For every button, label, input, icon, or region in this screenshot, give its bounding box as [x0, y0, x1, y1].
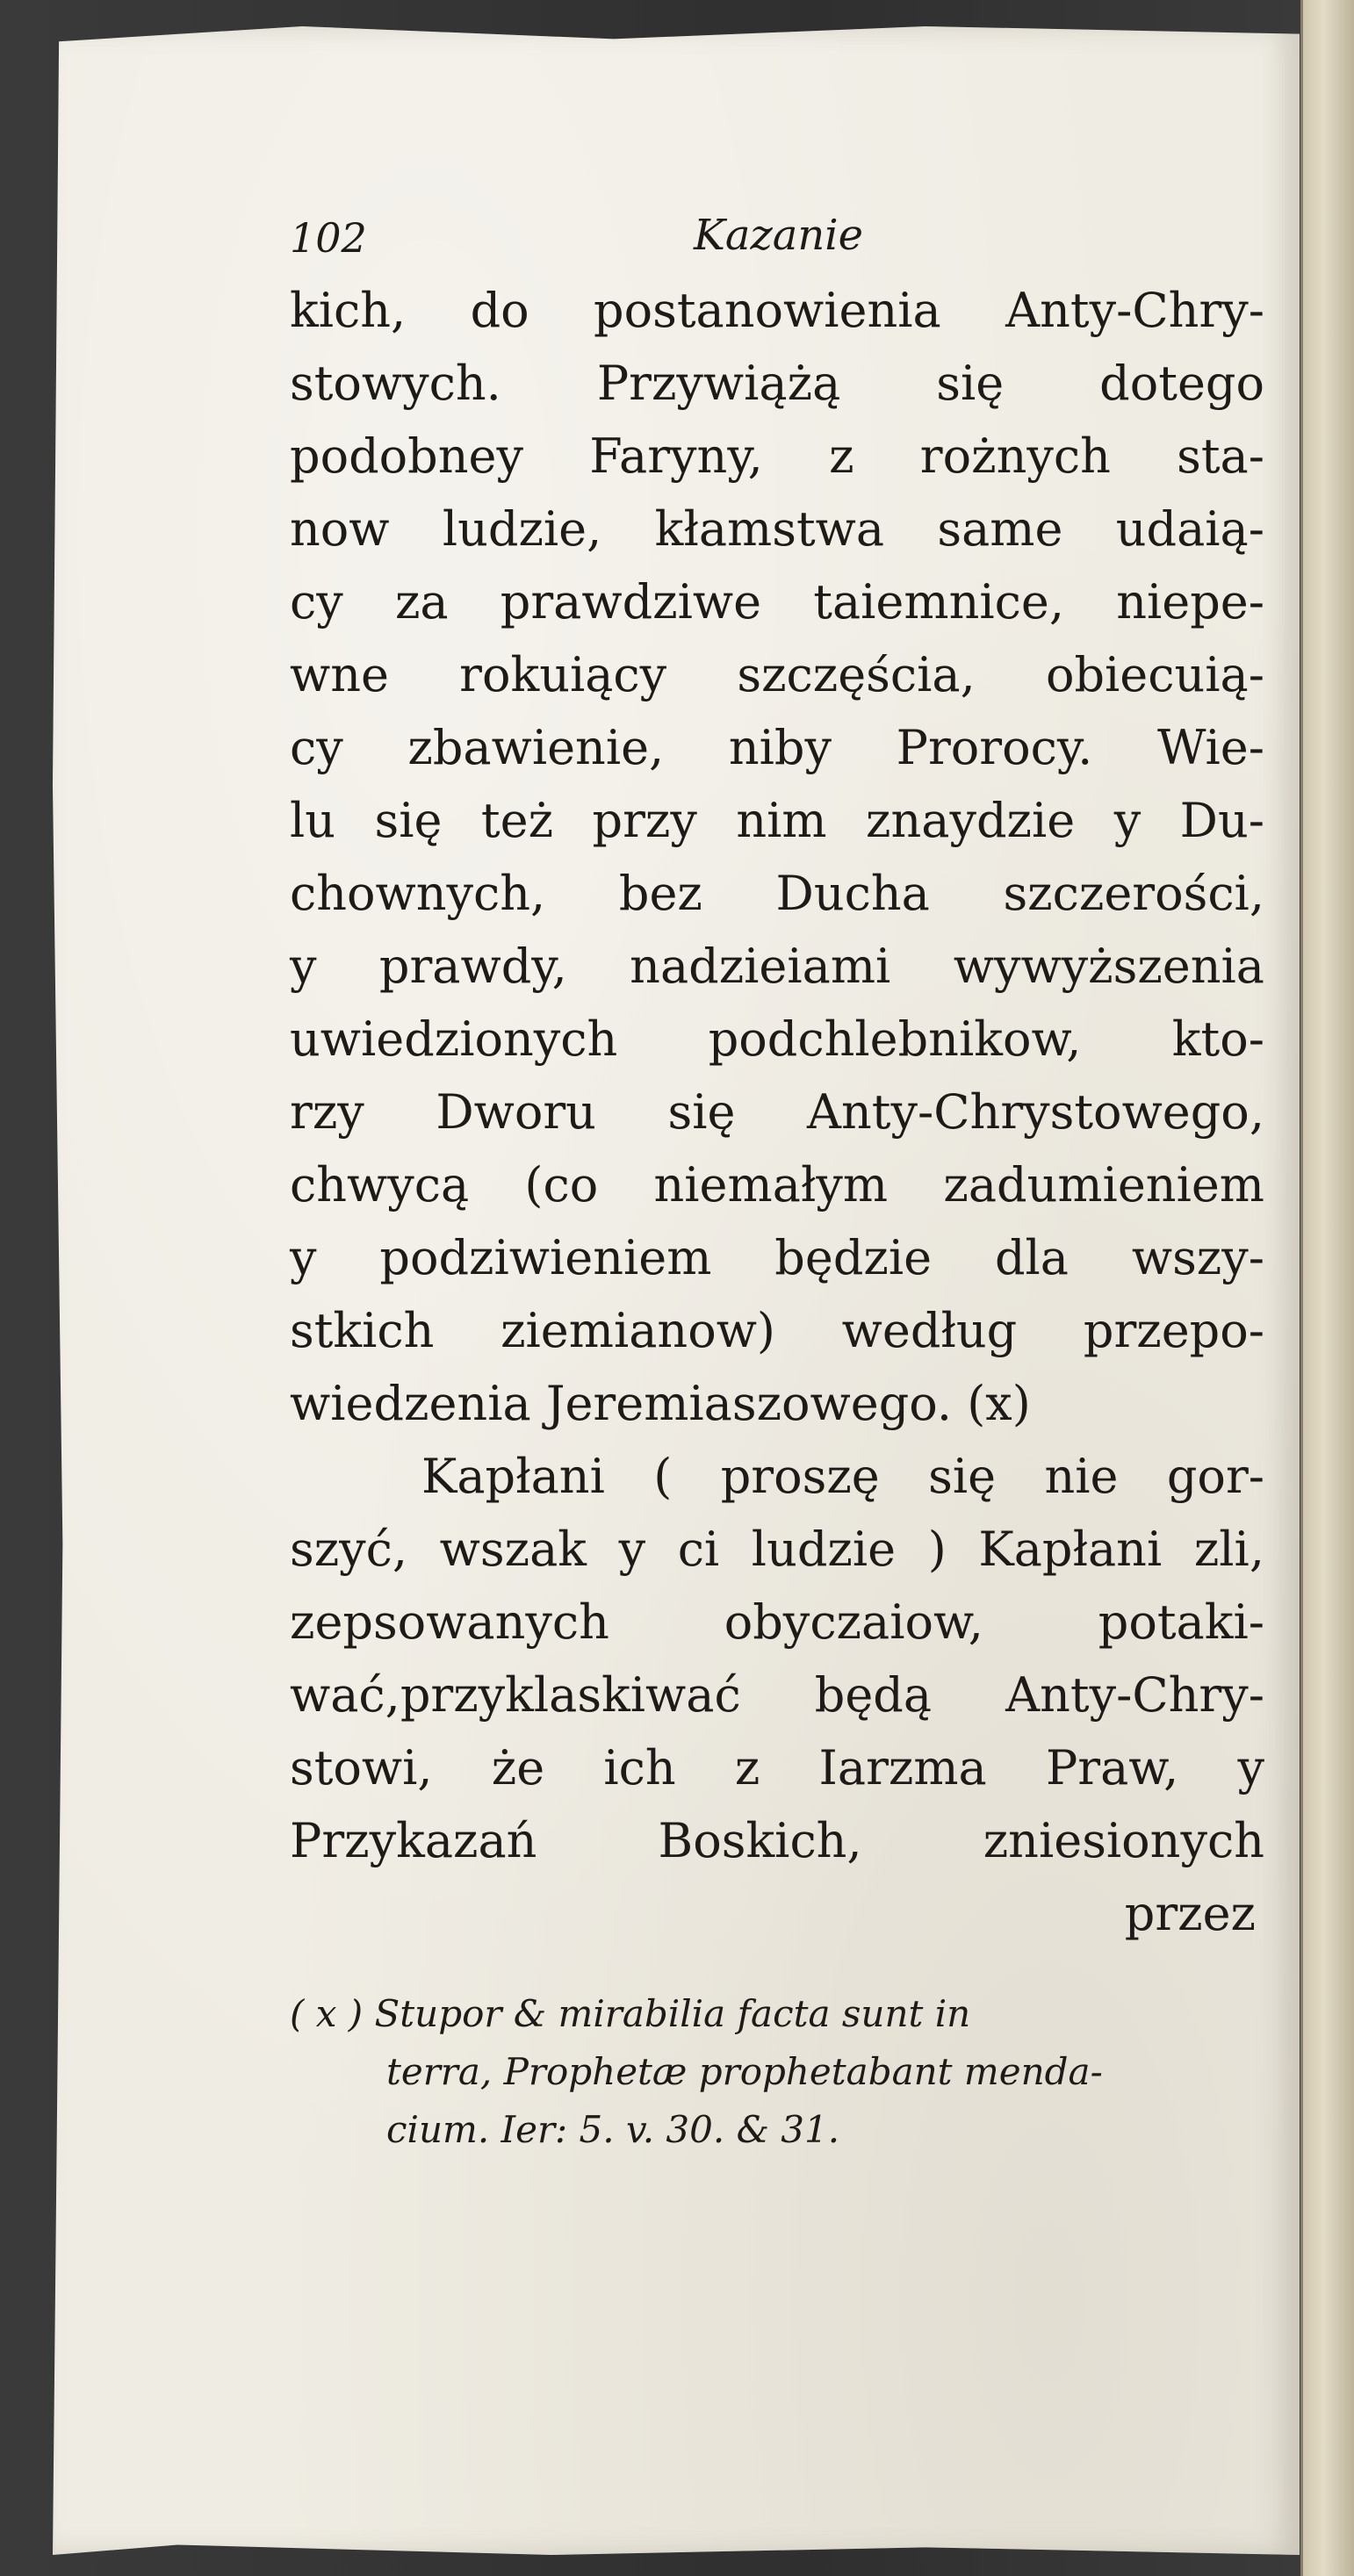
footnote [290, 1985, 1273, 2159]
text-line: kich, do postanowienia Anty-Chry- [290, 283, 1264, 338]
text-line: wne rokuiący szczęścia, obiecuią- [290, 647, 1264, 702]
running-title: Kazanie [694, 211, 864, 260]
text-line: Przykazań Boskich, zniesionych [290, 1813, 1264, 1868]
body-text [290, 274, 1273, 1950]
text-line: rzy Dworu się Anty-Chrystowego, [290, 1084, 1264, 1140]
text-line: now ludzie, kłamstwa same udaią- [290, 501, 1264, 557]
text-line: stowych. Przywiążą się dotego [290, 356, 1264, 411]
text-line: cy zbawienie, niby Prorocy. Wie- [290, 720, 1264, 775]
catchword: przez [1124, 1886, 1256, 1941]
footnote-line: ( x ) Stupor & mirabilia facta sunt in [290, 1992, 971, 2035]
text-line: stowi, że ich z Iarzma Praw, y [290, 1740, 1264, 1795]
text-line: zepsowanych obyczaiow, potaki- [290, 1594, 1264, 1650]
footnote-line: cium. Ier: 5. v. 30. & 31. [386, 2108, 840, 2151]
text-line: cy za prawdziwe taiemnice, niepe- [290, 574, 1264, 630]
page-content [290, 204, 1273, 2159]
text-line: chwycą (co niemałym zadumieniem [290, 1157, 1264, 1212]
text-line: szyć, wszak y ci ludzie ) Kapłani zli, [290, 1522, 1264, 1577]
text-line: y podziwieniem będzie dla wszy- [290, 1230, 1264, 1285]
text-line: lu się też przy nim znaydzie y Du- [290, 793, 1264, 848]
text-line: uwiedzionych podchlebnikow, kto- [290, 1011, 1264, 1067]
footnote-line: terra, Prophetæ prophetabant menda- [386, 2050, 1103, 2093]
paragraph-start-line: Kapłani ( proszę się nie gor- [421, 1449, 1264, 1504]
adjacent-page-edge [1300, 0, 1354, 2576]
text-line: y prawdy, nadzieiami wywyższenia [290, 939, 1264, 994]
page-header [290, 204, 1273, 274]
text-line: chownych, bez Ducha szczerości, [290, 866, 1264, 921]
text-line: podobney Faryny, z rożnych sta- [290, 428, 1264, 484]
text-line: stkich ziemianow) według przepo- [290, 1303, 1264, 1358]
page-number: 102 [290, 214, 367, 262]
text-line: wać,przyklaskiwać będą Anty-Chry- [290, 1667, 1264, 1723]
text-line: wiedzenia Jeremiaszowego. (x) [290, 1376, 1031, 1431]
